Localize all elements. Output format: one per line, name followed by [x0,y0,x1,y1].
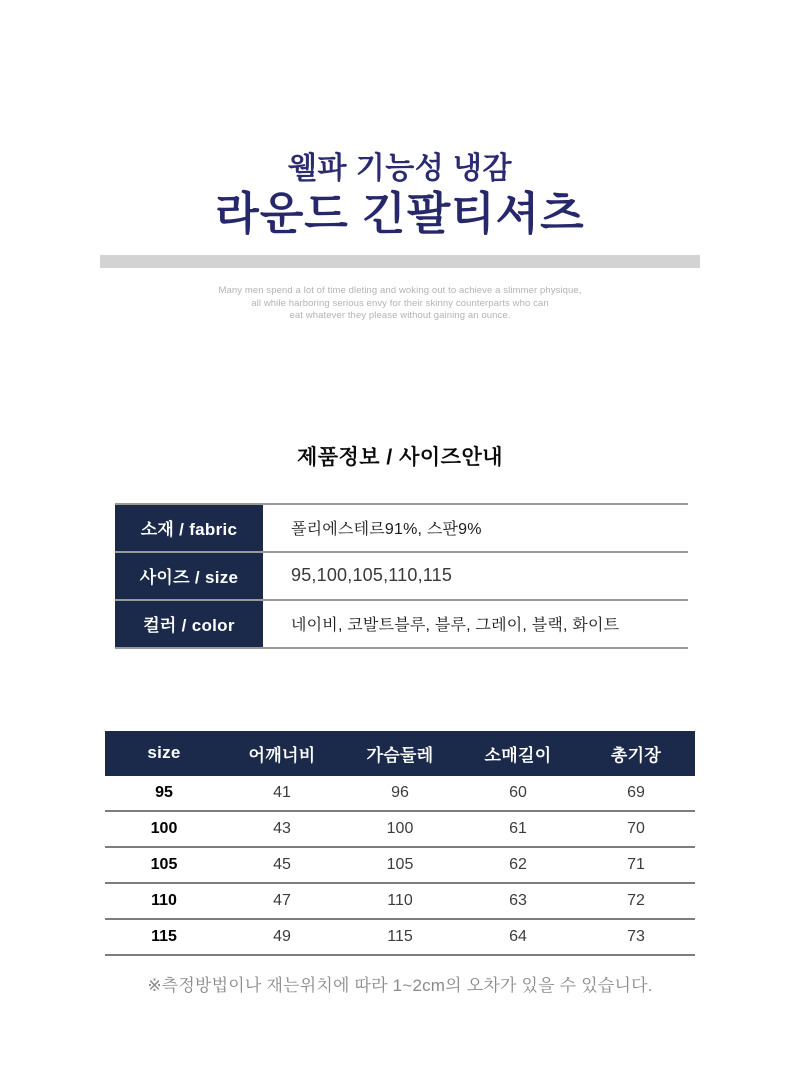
size-cell: 72 [627,891,645,909]
size-row-105 [105,848,695,884]
size-cell: 64 [509,927,527,945]
size-cell: 41 [273,783,291,801]
info-value-size: 95,100,105,110,115 [291,565,453,585]
size-cell: 105 [150,855,178,873]
size-cell: 60 [509,783,527,801]
header-cell-shoulder: 어깨너비 [248,745,316,765]
size-cell: 61 [509,819,527,837]
description-line: Many men spend a lot of time dleting and woking out to achieve a slimmer physique, [218,285,582,296]
size-cell: 105 [386,855,414,873]
size-cell: 96 [391,783,409,801]
size-cell: 100 [386,819,414,837]
product-info-table [115,503,688,649]
header-cell-size: size [147,743,181,762]
header-cell-chest: 가슴둘레 [366,745,434,765]
description-text [0,285,800,323]
section-heading: 제품정보 / 사이즈안내 [296,445,504,469]
size-row-100 [105,812,695,848]
size-row-110 [105,884,695,920]
size-cell: 43 [273,819,291,837]
info-row-fabric [115,505,688,553]
info-label-fabric: 소재 / fabric [115,505,263,551]
info-label-size: 사이즈 / size [115,553,263,599]
header [0,0,800,323]
size-cell: 45 [273,855,291,873]
info-label-color: 컬러 / color [115,601,263,647]
size-cell: 62 [509,855,527,873]
description-line: eat whatever they please without gaining an ounce. [289,310,511,321]
size-cell: 71 [627,855,645,873]
size-cell: 49 [273,927,291,945]
size-table-header [105,731,695,776]
brand-subtitle: 웰파 기능성 냉감 [287,152,513,185]
size-cell: 70 [627,819,645,837]
size-cell: 69 [627,783,645,801]
size-cell: 110 [387,891,413,909]
measurement-note: ※측정방법이나 재는위치에 따라 1~2cm의 오차가 있을 수 있습니다. [147,975,653,995]
info-row-color [115,601,688,649]
size-cell: 110 [151,891,177,909]
info-value-color: 네이비, 코발트블루, 블루, 그레이, 블랙, 화이트 [291,617,620,634]
size-chart-table [105,731,695,956]
size-row-115 [105,920,695,956]
size-cell: 63 [509,891,527,909]
size-cell: 95 [155,783,173,801]
size-cell: 115 [387,927,413,945]
size-cell: 47 [273,891,291,909]
divider-bar [100,255,700,268]
header-cell-sleeve: 소매길이 [484,745,552,765]
header-cell-length: 총기장 [610,745,662,765]
info-row-size [115,553,688,601]
product-title: 라운드 긴팔티셔츠 [215,188,585,239]
size-cell: 100 [150,819,178,837]
size-row-95 [105,776,695,812]
size-cell: 73 [627,927,645,945]
info-value-fabric: 폴리에스테르91%, 스판9% [291,521,482,538]
size-cell: 115 [151,927,177,945]
description-line: all while harboring serious envy for their skinny counterparts who can [251,297,549,309]
